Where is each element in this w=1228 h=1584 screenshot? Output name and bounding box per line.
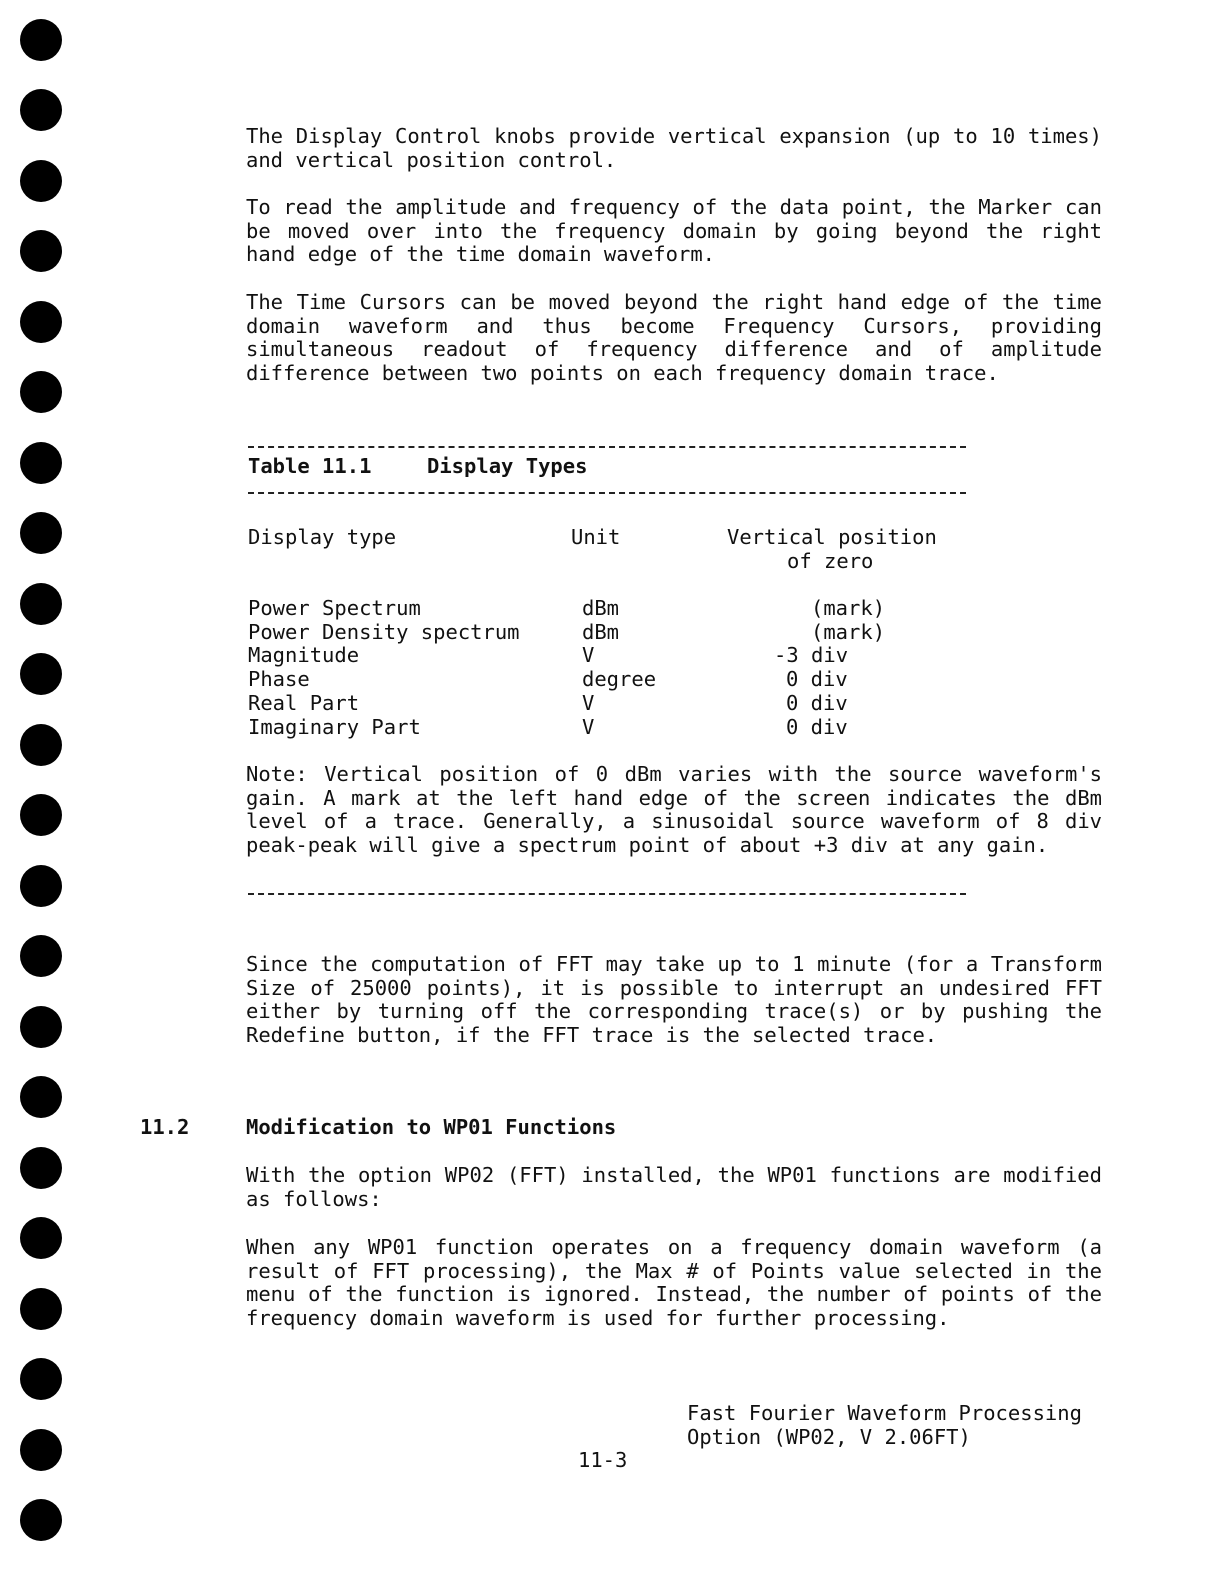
punch-hole	[20, 583, 62, 625]
table-cell-zero: (mark)	[811, 620, 886, 644]
table-bottom-rule	[248, 893, 966, 895]
punch-hole	[20, 1147, 62, 1189]
punch-hole	[20, 230, 62, 272]
table-cell-type: Power Density spectrum	[248, 620, 520, 644]
table-cell-unit: V	[582, 691, 595, 715]
table-number: Table 11.1	[248, 454, 372, 478]
column-header-unit: Unit	[571, 525, 621, 549]
table-cell-zero: 0 div	[786, 715, 848, 739]
table-note: Note: Vertical position of 0 dBm varies with the source waveform's gain. A mark at the left hand edge of the screen indicates the dBm level of a trace. Generally, a sinusoidal source waveform of 8 div peak-peak will give a spectrum point of about +3 div at any gain.	[246, 762, 1102, 857]
table-cell-unit: dBm	[582, 596, 620, 620]
section-title: Modification to WP01 Functions	[246, 1115, 617, 1139]
paragraph-fft-interrupt: Since the computation of FFT may take up to 1 minute (for a Transform Size of 25000 points), it is possible to interrupt an undesired FFT either by turning off the corresponding trace(s) or by pushing the Redefine button, if the FFT trace is the selected trace.	[246, 952, 1102, 1047]
table-title: Display Types	[427, 454, 588, 478]
table-cell-unit: dBm	[582, 620, 620, 644]
footer-title-line2: Option (WP02, V 2.06FT)	[687, 1425, 971, 1449]
punch-hole	[20, 1006, 62, 1048]
table-cell-zero: (mark)	[811, 596, 886, 620]
punch-hole	[20, 1358, 62, 1400]
punch-hole	[20, 1076, 62, 1118]
paragraph-time-cursors: The Time Cursors can be moved beyond the right hand edge of the time domain waveform and thus become Frequency Cursors, providing simultaneous readout of frequency difference and of amplitude difference between two points on each frequency domain trace.	[246, 290, 1102, 385]
footer-title-line1: Fast Fourier Waveform Processing	[687, 1401, 1082, 1425]
punch-hole	[20, 301, 62, 343]
page-number: 11-3	[578, 1448, 628, 1472]
punch-hole	[20, 1499, 62, 1541]
table-cell-zero: 0 div	[786, 691, 848, 715]
punch-hole	[20, 865, 62, 907]
table-header-rule	[248, 492, 966, 494]
punch-hole	[20, 653, 62, 695]
punch-hole	[20, 1288, 62, 1330]
punch-hole	[20, 1217, 62, 1259]
punch-hole	[20, 160, 62, 202]
table-cell-zero: -3 div	[774, 643, 849, 667]
punch-hole	[20, 724, 62, 766]
table-cell-unit: degree	[582, 667, 657, 691]
column-header-display-type: Display type	[248, 525, 397, 549]
table-cell-type: Imaginary Part	[248, 715, 421, 739]
column-header-vertical-position: Vertical position	[727, 525, 937, 549]
table-cell-type: Real Part	[248, 691, 360, 715]
punch-hole	[20, 794, 62, 836]
punch-hole	[20, 19, 62, 61]
punch-hole	[20, 371, 62, 413]
table-cell-zero: 0 div	[786, 667, 848, 691]
paragraph-marker: To read the amplitude and frequency of the data point, the Marker can be moved over into the frequency domain by going beyond the right hand edge of the time domain waveform.	[246, 195, 1102, 266]
punch-hole	[20, 1429, 62, 1471]
table-top-rule	[248, 446, 966, 448]
paragraph-wp02-installed: With the option WP02 (FFT) installed, the WP01 functions are modified as follows:	[246, 1163, 1102, 1211]
punch-hole	[20, 512, 62, 554]
table-cell-unit: V	[582, 643, 595, 667]
column-header-of-zero: of zero	[787, 549, 874, 573]
section-number: 11.2	[140, 1115, 190, 1139]
punch-hole	[20, 935, 62, 977]
punch-hole	[20, 442, 62, 484]
table-cell-type: Phase	[248, 667, 310, 691]
table-cell-type: Magnitude	[248, 643, 360, 667]
table-cell-type: Power Spectrum	[248, 596, 421, 620]
paragraph-wp01-function: When any WP01 function operates on a frequency domain waveform (a result of FFT processing), the Max # of Points value selected in the menu of the function is ignored. Instead, the number of points of the frequency domain waveform is used for further processing.	[246, 1235, 1102, 1330]
paragraph-display-control: The Display Control knobs provide vertical expansion (up to 10 times) and vertical position control.	[246, 124, 1102, 172]
punch-hole	[20, 89, 62, 131]
table-cell-unit: V	[582, 715, 595, 739]
